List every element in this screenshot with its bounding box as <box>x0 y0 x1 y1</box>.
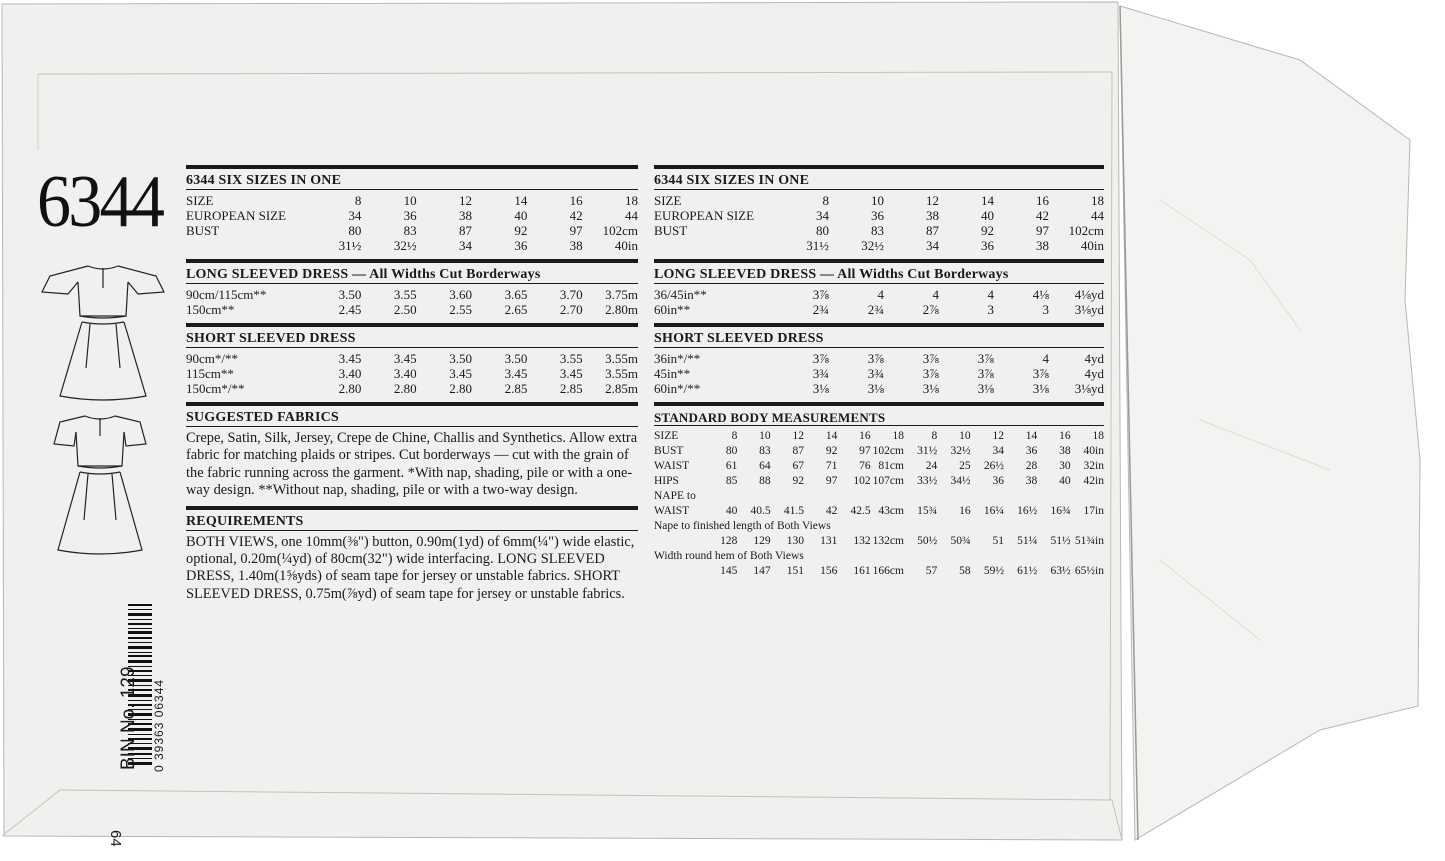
section-rule <box>186 259 638 263</box>
table-cell: 2¾ <box>867 302 884 317</box>
metric-cell: 10 <box>759 430 771 442</box>
table-cell: 3⅛ <box>812 381 829 396</box>
table-row <box>654 534 1104 549</box>
imperial-cell: 12 <box>992 430 1004 442</box>
imperial-cell: 59½ <box>983 565 1004 577</box>
table-cell: 80 <box>348 223 362 238</box>
table-row <box>654 549 1104 564</box>
row-label: 115cm** <box>186 366 234 381</box>
row-label <box>186 238 306 253</box>
table-cell: 4yd <box>1084 366 1104 381</box>
metric-cell: 147 <box>753 565 771 577</box>
table-cell: 3⅞ <box>812 351 829 366</box>
metric-cell: 87 <box>792 445 804 457</box>
row-label: 90cm*/** <box>186 351 238 366</box>
imperial-cell: 51¼ <box>1017 535 1038 547</box>
table-row <box>654 444 1104 459</box>
imperial-cell: 50¾ <box>950 535 971 547</box>
long-sleeved-title: LONG SLEEVED DRESS — All Widths Cut Borderways <box>186 267 541 282</box>
table-cell: 102cm <box>1068 223 1104 238</box>
table-cell: 4 <box>1042 351 1049 366</box>
row-label: 60in*/** <box>654 381 701 396</box>
table-row <box>654 381 1104 396</box>
table-cell: 3⅞ <box>922 351 939 366</box>
metric-panel <box>186 165 638 603</box>
metric-cell: 76 <box>859 460 871 472</box>
metric-cell: 42.5 <box>850 505 871 517</box>
table-cell: 12 <box>926 193 939 208</box>
table-cell: 3¾ <box>812 366 829 381</box>
table-cell: 4yd <box>1084 351 1104 366</box>
long-sleeved-dress-sketch <box>38 258 168 408</box>
imperial-cell: 31½ <box>917 445 938 457</box>
section-rule <box>186 426 638 427</box>
table-row <box>186 287 638 302</box>
table-cell: 2.80m <box>605 302 638 317</box>
row-label: HIPS <box>654 475 679 487</box>
metric-cell: 40.5 <box>750 505 771 517</box>
imperial-cell: 16 <box>1059 430 1071 442</box>
table-cell: 4 <box>932 287 939 302</box>
metric-cell: 151 <box>786 565 804 577</box>
table-cell: 2.80 <box>338 381 362 396</box>
metric-cell: 166cm <box>872 565 904 577</box>
table-cell: 44 <box>625 208 638 223</box>
table-row <box>654 302 1104 317</box>
suggested-fabrics-text: Crepe, Satin, Silk, Jersey, Crepe de Chine, Challis and Synthetics. Allow extra fabric for matching plaids or stripes. Cut borderways — cut with the grain of the fabric running across the garment. *With nap, shading, pile or with a one-way design. **Without nap, shading, pile or with a two-way design. <box>186 430 638 499</box>
imperial-cell: 8 <box>931 430 938 442</box>
table-row <box>186 381 638 396</box>
table-cell: 34 <box>926 238 939 253</box>
table-row <box>654 238 1104 253</box>
table-cell: 40in <box>614 238 638 253</box>
table-cell: 40 <box>981 208 994 223</box>
table-cell: 3⅛yd <box>1074 302 1104 317</box>
row-label: 36in*/** <box>654 351 701 366</box>
table-row <box>654 208 1104 223</box>
metric-cell: 156 <box>820 565 838 577</box>
table-cell: 3.55 <box>393 287 417 302</box>
body-measurements-table <box>654 429 1104 579</box>
table-cell: 31½ <box>806 238 829 253</box>
table-row <box>654 429 1104 444</box>
suggested-fabrics-title: SUGGESTED FABRICS <box>186 410 339 425</box>
size-table <box>186 193 638 253</box>
long-sleeved-title: LONG SLEEVED DRESS — All Widths Cut Borderways <box>654 267 1009 282</box>
row-label <box>654 564 704 579</box>
imperial-cell: 38 <box>1025 475 1038 487</box>
table-cell: 2.80 <box>393 381 417 396</box>
imperial-cell: 17in <box>1083 505 1104 517</box>
table-cell: 2.65 <box>504 302 528 317</box>
table-cell: 32½ <box>861 238 884 253</box>
row-label: SIZE <box>654 193 682 208</box>
imperial-cell: 65½in <box>1074 565 1104 577</box>
metric-cell: 12 <box>792 430 804 442</box>
row-label: EUROPEAN SIZE <box>186 208 287 223</box>
metric-cell: 71 <box>825 460 838 472</box>
imperial-cell: 10 <box>959 430 971 442</box>
metric-cell: 102 <box>853 475 871 487</box>
imperial-cell: 16¼ <box>983 505 1004 517</box>
table-cell: 2.85 <box>559 381 583 396</box>
section-rule <box>654 402 1104 406</box>
long-sleeved-yardage-table <box>186 287 638 317</box>
row-label: WAIST <box>654 460 690 472</box>
section-rule <box>654 189 1104 190</box>
imperial-cell: 15¾ <box>917 505 938 517</box>
table-cell: 3.45 <box>559 366 583 381</box>
section-rule <box>186 189 638 190</box>
imperial-cell: 18 <box>1092 430 1104 442</box>
table-cell: 18 <box>1091 193 1104 208</box>
table-cell: 3.55m <box>605 366 638 381</box>
imperial-cell: 58 <box>959 565 971 577</box>
table-row <box>186 302 638 317</box>
imperial-cell: 32½ <box>950 445 971 457</box>
short-sleeved-dress-sketch <box>40 410 160 560</box>
table-cell: 2.45 <box>338 302 362 317</box>
table-cell: 3.70 <box>559 287 583 302</box>
imperial-cell: 16½ <box>1017 505 1038 517</box>
metric-cell: 107cm <box>872 475 904 487</box>
metric-cell: 145 <box>720 565 738 577</box>
table-cell: 3⅞ <box>1032 366 1049 381</box>
table-cell: 18 <box>625 193 638 208</box>
requirements-title: REQUIREMENTS <box>186 513 304 529</box>
imperial-cell: 26½ <box>983 460 1004 472</box>
metric-cell: 83 <box>759 445 771 457</box>
section-rule <box>186 283 638 284</box>
table-cell: 3¾ <box>867 366 884 381</box>
imperial-cell: 30 <box>1059 460 1071 472</box>
table-cell: 16 <box>569 193 583 208</box>
table-row <box>654 223 1104 238</box>
table-cell: 3⅞ <box>867 351 884 366</box>
imperial-cell: 51 <box>992 535 1004 547</box>
table-cell: 32½ <box>393 238 417 253</box>
table-cell: 2.85m <box>605 381 638 396</box>
table-cell: 3.45 <box>504 366 528 381</box>
row-label: 150cm*/** <box>186 381 245 396</box>
requirements-text: BOTH VIEWS, one 10mm(⅜") button, 0.90m(1yd) of 6mm(¼") wide elastic, optional, 0.20m(¼yd) of 80cm(32") wide interfacing. LONG SLEEVED DRESS, 1.40m(1⅝yds) of seam tape for jersey or unstable fabrics. SHORT SLEEVED DRESS, 0.75m(⅞yd) of seam tape for jersey or unstable fabrics. <box>186 533 635 602</box>
imperial-cell: 50½ <box>917 535 938 547</box>
imperial-cell: 36 <box>1025 445 1038 457</box>
metric-cell: 92 <box>792 475 804 487</box>
table-cell: 3⅛ <box>867 381 884 396</box>
metric-cell: 131 <box>820 535 838 547</box>
short-sleeved-yardage-table <box>654 351 1104 396</box>
table-row <box>186 208 638 223</box>
row-label <box>654 238 774 253</box>
table-cell: 97 <box>569 223 583 238</box>
table-cell: 3 <box>987 302 994 317</box>
table-cell: 3⅛yd <box>1074 381 1104 396</box>
table-row <box>186 193 638 208</box>
metric-cell: 42 <box>825 505 838 517</box>
row-label: Nape to finished length of Both Views <box>654 520 831 532</box>
table-cell: 87 <box>458 223 472 238</box>
table-cell: 3.50 <box>338 287 362 302</box>
imperial-cell: 14 <box>1025 430 1038 442</box>
table-cell: 4 <box>877 287 884 302</box>
table-cell: 3⅞ <box>812 287 829 302</box>
table-cell: 38 <box>1036 238 1049 253</box>
table-cell: 92 <box>514 223 528 238</box>
metric-cell: 85 <box>725 475 738 487</box>
bin-label: BIN No. 129 <box>118 666 139 770</box>
row-label: Width round hem of Both Views <box>654 550 804 562</box>
section-rule <box>186 402 638 406</box>
section-rule <box>186 506 638 510</box>
short-sleeved-yardage-table <box>186 351 638 396</box>
table-row <box>654 504 1104 519</box>
table-cell: 14 <box>514 193 528 208</box>
table-cell: 12 <box>458 193 472 208</box>
metric-cell: 8 <box>731 430 738 442</box>
metric-cell: 97 <box>825 475 838 487</box>
table-cell: 3⅛ <box>922 381 939 396</box>
table-cell: 38 <box>926 208 939 223</box>
table-cell: 42 <box>569 208 583 223</box>
metric-cell: 97 <box>859 445 871 457</box>
metric-cell: 61 <box>725 460 738 472</box>
imperial-cell: 34½ <box>950 475 971 487</box>
table-row <box>654 459 1104 474</box>
section-rule <box>186 347 638 348</box>
metric-cell: 102cm <box>872 445 904 457</box>
imperial-cell: 24 <box>925 460 938 472</box>
table-cell: 3.50 <box>504 351 528 366</box>
table-row <box>186 238 638 253</box>
table-cell: 31½ <box>338 238 362 253</box>
row-label: BUST <box>654 223 688 238</box>
table-cell: 16 <box>1036 193 1049 208</box>
table-cell: 34 <box>348 208 362 223</box>
imperial-cell: 61½ <box>1017 565 1038 577</box>
section-rule <box>186 165 638 169</box>
table-cell: 80 <box>816 223 829 238</box>
table-row <box>654 564 1104 579</box>
section-rule <box>654 425 1104 426</box>
table-cell: 3⅞ <box>977 351 994 366</box>
table-cell: 4⅛ <box>1032 287 1049 302</box>
row-label: 36/45in** <box>654 287 707 302</box>
imperial-cell: 32in <box>1083 460 1104 472</box>
row-label: SIZE <box>186 193 214 208</box>
table-cell: 3.40 <box>338 366 362 381</box>
metric-cell: 129 <box>753 535 771 547</box>
size-table <box>654 193 1104 253</box>
row-label: 60in** <box>654 302 691 317</box>
table-cell: 2⅞ <box>922 302 939 317</box>
table-cell: 36 <box>403 208 417 223</box>
table-cell: 38 <box>569 238 583 253</box>
table-cell: 2.85 <box>504 381 528 396</box>
section-rule <box>186 530 638 531</box>
body-measurements-title: STANDARD BODY MEASUREMENTS <box>654 410 886 425</box>
imperial-cell: 51¾in <box>1074 535 1104 547</box>
table-cell: 3.40 <box>393 366 417 381</box>
imperial-cell: 42in <box>1083 475 1104 487</box>
row-label: BUST <box>186 223 220 238</box>
table-cell: 14 <box>981 193 994 208</box>
imperial-cell: 25 <box>959 460 971 472</box>
imperial-cell: 33½ <box>917 475 938 487</box>
table-cell: 4⅛yd <box>1074 287 1104 302</box>
table-cell: 83 <box>871 223 884 238</box>
table-cell: 3.65 <box>504 287 528 302</box>
table-cell: 92 <box>981 223 994 238</box>
table-cell: 97 <box>1036 223 1049 238</box>
table-cell: 102cm <box>602 223 638 238</box>
row-label <box>654 534 704 549</box>
table-cell: 44 <box>1091 208 1104 223</box>
table-cell: 3.55 <box>559 351 583 366</box>
section-rule <box>654 259 1104 263</box>
table-cell: 40in <box>1080 238 1104 253</box>
metric-cell: 81cm <box>878 460 904 472</box>
short-sleeved-title: SHORT SLEEVED DRESS <box>186 331 356 346</box>
imperial-cell: 40 <box>1059 475 1071 487</box>
imperial-cell: 16¾ <box>1050 505 1071 517</box>
metric-cell: 130 <box>786 535 804 547</box>
table-cell: 4 <box>987 287 994 302</box>
table-row <box>654 519 1104 534</box>
table-cell: 10 <box>871 193 884 208</box>
table-cell: 38 <box>458 208 472 223</box>
table-row <box>654 193 1104 208</box>
table-cell: 34 <box>458 238 472 253</box>
metric-cell: 132cm <box>872 535 904 547</box>
imperial-cell: 40in <box>1083 445 1104 457</box>
metric-cell: 40 <box>725 505 738 517</box>
row-label: SIZE <box>654 430 679 442</box>
table-cell: 8 <box>822 193 829 208</box>
imperial-cell: 36 <box>992 475 1004 487</box>
section-rule <box>654 165 1104 169</box>
long-sleeved-yardage-table <box>654 287 1104 317</box>
row-label: NAPE to <box>654 490 696 502</box>
imperial-cell: 34 <box>992 445 1004 457</box>
imperial-cell: 16 <box>959 505 971 517</box>
table-cell: 40 <box>514 208 528 223</box>
table-cell: 10 <box>403 193 417 208</box>
sizes-title: 6344 SIX SIZES IN ONE <box>186 173 342 188</box>
metric-cell: 41.5 <box>783 505 804 517</box>
table-row <box>654 474 1104 489</box>
table-row <box>186 351 638 366</box>
short-sleeved-title: SHORT SLEEVED DRESS <box>654 331 824 346</box>
metric-cell: 18 <box>892 430 904 442</box>
table-cell: 3⅞ <box>922 366 939 381</box>
table-cell: 3⅛ <box>977 381 994 396</box>
imperial-cell: 51½ <box>1050 535 1071 547</box>
row-label: BUST <box>654 445 684 457</box>
table-cell: 3 <box>1042 302 1049 317</box>
table-row <box>186 223 638 238</box>
imperial-cell: 28 <box>1025 460 1038 472</box>
table-cell: 3.45 <box>393 351 417 366</box>
imperial-panel <box>654 165 1104 579</box>
metric-cell: 43cm <box>878 505 904 517</box>
table-cell: 3.45 <box>449 366 472 381</box>
section-rule <box>654 347 1104 348</box>
row-label: 90cm/115cm** <box>186 287 267 302</box>
table-cell: 2¾ <box>812 302 829 317</box>
table-cell: 3.45 <box>338 351 362 366</box>
table-cell: 3⅛ <box>1032 381 1049 396</box>
table-cell: 36 <box>981 238 994 253</box>
section-rule <box>186 323 638 327</box>
table-cell: 3⅞ <box>977 366 994 381</box>
row-label: 150cm** <box>186 302 235 317</box>
metric-cell: 64 <box>759 460 771 472</box>
metric-cell: 88 <box>759 475 771 487</box>
page-number: 64 <box>107 830 124 847</box>
table-cell: 34 <box>816 208 829 223</box>
table-cell: 42 <box>1036 208 1049 223</box>
table-cell: 8 <box>354 193 362 208</box>
barcode-digits: 0 39363 06344 <box>152 678 166 772</box>
table-cell: 36 <box>514 238 528 253</box>
row-label: EUROPEAN SIZE <box>654 208 755 223</box>
table-cell: 2.80 <box>449 381 472 396</box>
table-cell: 2.55 <box>449 302 472 317</box>
section-rule <box>654 323 1104 327</box>
sizes-title: 6344 SIX SIZES IN ONE <box>654 173 810 188</box>
table-row <box>654 366 1104 381</box>
table-cell: 3.75m <box>605 287 638 302</box>
imperial-cell: 38 <box>1059 445 1071 457</box>
metric-cell: 80 <box>725 445 738 457</box>
section-rule <box>654 283 1104 284</box>
table-cell: 36 <box>871 208 884 223</box>
table-cell: 3.60 <box>449 287 472 302</box>
metric-cell: 92 <box>825 445 838 457</box>
metric-cell: 128 <box>720 535 738 547</box>
table-cell: 2.50 <box>393 302 417 317</box>
imperial-cell: 63½ <box>1050 565 1071 577</box>
metric-cell: 132 <box>853 535 871 547</box>
row-label: WAIST <box>654 505 690 517</box>
metric-cell: 67 <box>792 460 804 472</box>
table-cell: 83 <box>403 223 417 238</box>
table-row <box>654 489 1104 504</box>
metric-cell: 16 <box>859 430 871 442</box>
metric-cell: 14 <box>825 430 838 442</box>
table-cell: 3.55m <box>605 351 638 366</box>
row-label: 45in** <box>654 366 691 381</box>
table-cell: 3.50 <box>449 351 472 366</box>
metric-cell: 161 <box>853 565 871 577</box>
table-cell: 87 <box>926 223 939 238</box>
table-cell: 2.70 <box>559 302 583 317</box>
table-row <box>654 351 1104 366</box>
table-row <box>186 366 638 381</box>
pattern-number: 6344 <box>37 161 163 243</box>
table-row <box>654 287 1104 302</box>
imperial-cell: 57 <box>925 565 938 577</box>
